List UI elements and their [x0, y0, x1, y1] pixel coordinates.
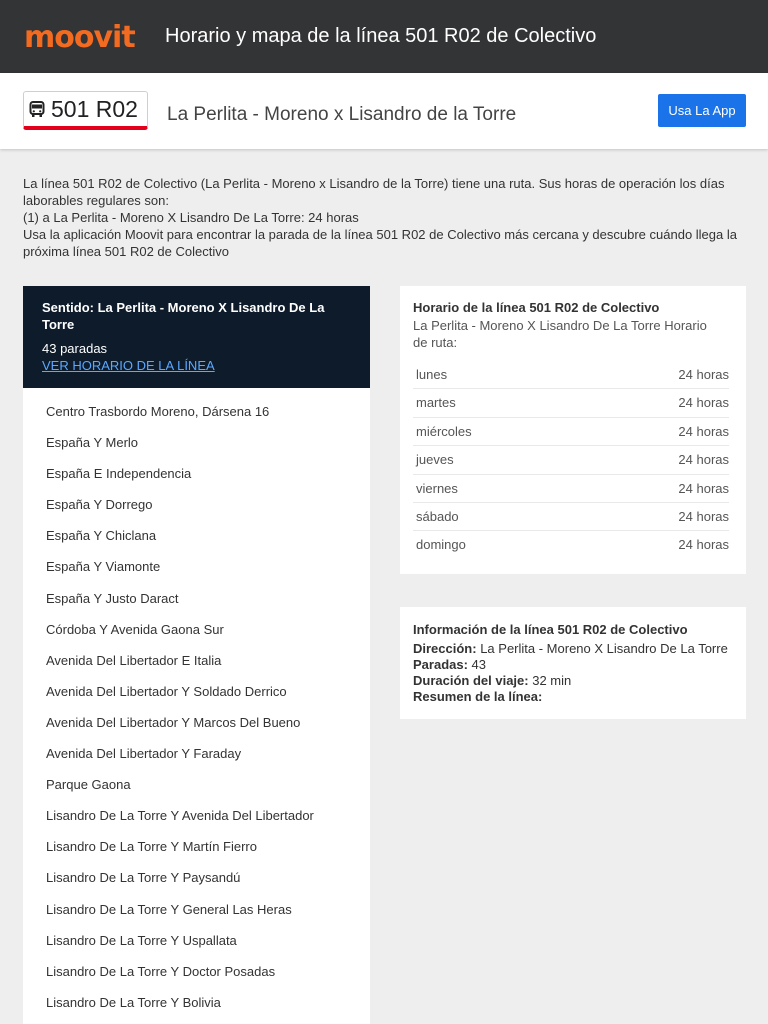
stop-item[interactable]: Lisandro De La Torre Y Uspallata — [46, 932, 237, 948]
info-summary — [413, 688, 542, 705]
stop-item[interactable]: España Y Merlo — [46, 435, 139, 451]
line-header — [0, 73, 768, 149]
stop-list — [46, 402, 314, 1024]
stop-item[interactable]: Lisandro De La Torre Y General Las Heras — [46, 901, 292, 917]
moovit-logo[interactable]: moovit — [24, 20, 135, 55]
info-direction-label: Dirección: — [413, 641, 477, 656]
stop-item[interactable]: Lisandro De La Torre Y Paysandú — [46, 870, 241, 886]
intro-text — [23, 175, 748, 260]
info-direction-value: La Perlita - Moreno X Lisandro De La Torre — [480, 641, 728, 656]
stop-item[interactable]: Avenida Del Libertador Y Soldado Derrico — [46, 683, 287, 699]
intro-line-3: Usa la aplicación Moovit para encontrar la parada de la línea 501 R02 de Colectivo más cercana y descubre cuándo llega la próxima línea 501 R02 de Colectivo — [23, 227, 737, 259]
schedule-hours: 24 horas — [678, 452, 729, 468]
schedule-hours: 24 horas — [678, 395, 729, 411]
stop-item[interactable]: Lisandro De La Torre Y Doctor Posadas — [46, 963, 276, 979]
schedule-hours: 24 horas — [678, 537, 729, 553]
schedule-row — [413, 475, 729, 503]
direction-title: Sentido: La Perlita - Moreno X Lisandro De La Torre — [42, 300, 325, 332]
stop-item[interactable]: Parque Gaona — [46, 777, 131, 793]
stop-count: 43 paradas — [42, 341, 108, 356]
schedule-row — [413, 361, 729, 389]
schedule-title: Horario de la línea 501 R02 de Colectivo — [413, 300, 660, 315]
intro-line-1: La línea 501 R02 de Colectivo (La Perlita - Moreno x Lisandro de la Torre) tiene una ruta. Sus horas de operación los días laborables regulares son: — [23, 176, 725, 208]
schedule-day: miércoles — [416, 423, 472, 439]
schedule-day: jueves — [416, 452, 454, 468]
info-direction — [413, 640, 728, 657]
line-number: 501 R02 — [51, 96, 138, 122]
info-duration-label: Duración del viaje: — [413, 673, 529, 688]
stop-item[interactable]: Lisandro De La Torre Y Avenida Del Libertador — [46, 808, 314, 824]
stop-item[interactable]: Lisandro De La Torre Y Bolivia — [46, 994, 221, 1010]
stop-item[interactable]: Córdoba Y Avenida Gaona Sur — [46, 621, 224, 637]
schedule-hours: 24 horas — [678, 367, 729, 382]
schedule-row — [413, 531, 729, 559]
stop-item[interactable]: Avenida Del Libertador Y Marcos Del Bueno — [46, 714, 301, 730]
schedule-day: lunes — [416, 367, 448, 382]
line-name: La Perlita - Moreno x Lisandro de la Torre — [167, 104, 517, 125]
use-app-button[interactable]: Usa La App — [658, 94, 746, 127]
direction-panel — [23, 286, 370, 1024]
schedule-day: viernes — [416, 480, 458, 496]
info-duration — [413, 672, 571, 689]
direction-header — [23, 286, 370, 388]
stop-item[interactable]: España Y Justo Daract — [46, 590, 179, 606]
info-duration-value: 32 min — [532, 673, 572, 688]
page-title: Horario y mapa de la línea 501 R02 de Colectivo — [165, 25, 597, 47]
bus-icon — [29, 101, 45, 118]
stop-item[interactable]: Avenida Del Libertador Y Faraday — [46, 746, 242, 762]
schedule-day: martes — [416, 395, 456, 411]
schedule-hours: 24 horas — [678, 480, 729, 496]
schedule-row — [413, 446, 729, 474]
info-stops — [413, 656, 486, 673]
info-summary-label: Resumen de la línea: — [413, 689, 543, 704]
schedule-table — [413, 361, 729, 560]
schedule-panel — [400, 286, 746, 574]
stop-item[interactable]: Centro Trasbordo Moreno, Dársena 16 — [46, 404, 270, 419]
info-stops-label: Paradas: — [413, 657, 468, 672]
stop-item[interactable]: España Y Dorrego — [46, 497, 153, 513]
line-badge — [23, 91, 148, 130]
schedule-hours: 24 horas — [678, 423, 729, 439]
info-stops-value: 43 — [471, 657, 487, 672]
top-bar — [0, 0, 768, 73]
schedule-row — [413, 389, 729, 417]
schedule-day: domingo — [416, 537, 466, 553]
schedule-hours: 24 horas — [678, 508, 729, 524]
info-title: Información de la línea 501 R02 de Colectivo — [413, 622, 688, 637]
info-panel — [400, 607, 746, 719]
view-schedule-link[interactable]: VER HORARIO DE LA LÍNEA — [42, 358, 215, 373]
intro-line-2: (1) a La Perlita - Moreno X Lisandro De La Torre: 24 horas — [23, 210, 359, 225]
stop-item[interactable]: España E Independencia — [46, 466, 192, 482]
schedule-day: sábado — [416, 508, 459, 524]
stop-item[interactable]: Lisandro De La Torre Y Martín Fierro — [46, 839, 257, 855]
stop-item[interactable]: España Y Viamonte — [46, 559, 161, 575]
stop-item[interactable]: Avenida Del Libertador E Italia — [46, 652, 222, 668]
schedule-subtitle: La Perlita - Moreno X Lisandro De La Torre Horario de ruta: — [413, 318, 707, 350]
schedule-row — [413, 503, 729, 531]
schedule-row — [413, 418, 729, 446]
stop-item[interactable]: España Y Chiclana — [46, 528, 157, 544]
